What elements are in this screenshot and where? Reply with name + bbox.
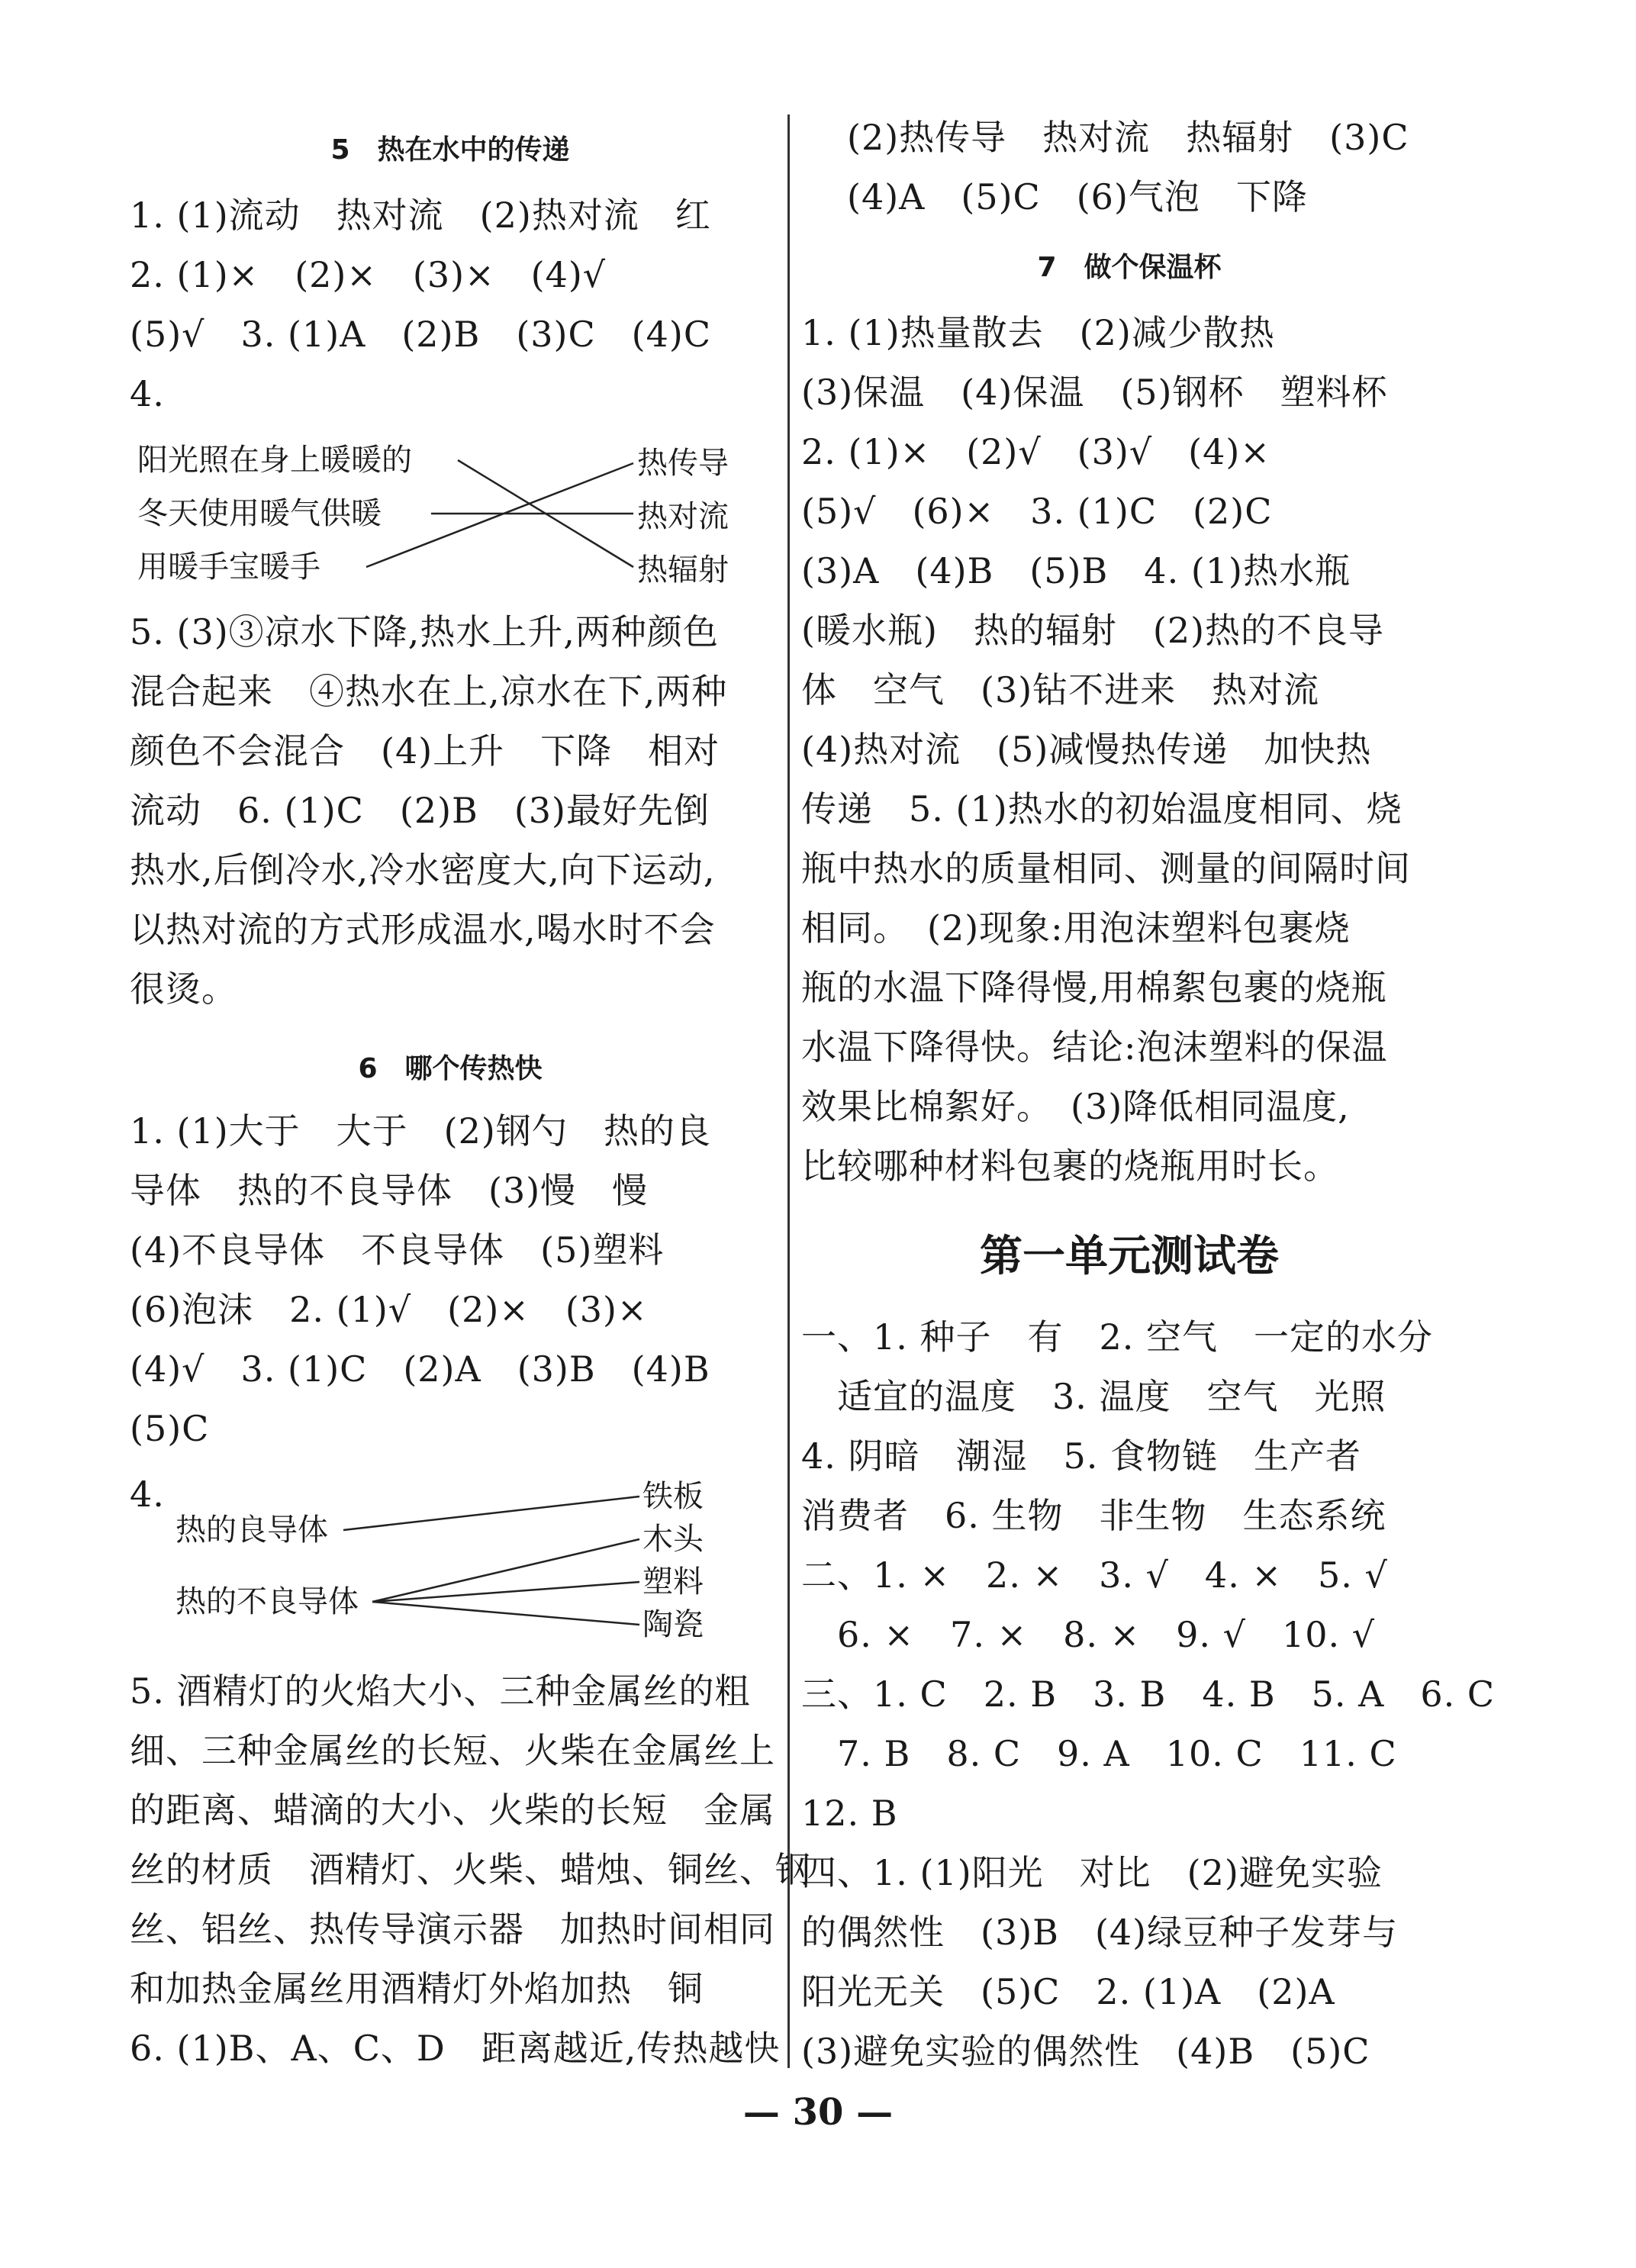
match-line <box>372 1602 639 1625</box>
match-left-item: 用暖手宝暖手 <box>137 549 320 585</box>
match-left-item: 冬天使用暖气供暖 <box>137 496 382 531</box>
answer-line: 1. (1)大于 大于 (2)钢勺 热的良 <box>130 1110 711 1152</box>
answer-line: 导体 热的不良导体 (3)慢 慢 <box>130 1170 649 1211</box>
answer-line: (3)避免实验的偶然性 (4)B (5)C <box>801 2031 1370 2072</box>
answer-line: (4)√ 3. (1)C (2)A (3)B (4)B <box>130 1348 710 1390</box>
answer-line: 很烫。 <box>130 968 237 1010</box>
answer-line: 丝、铝丝、热传导演示器 加热时间相同 <box>130 1909 775 1950</box>
match-right-item: 热传导 <box>637 446 729 481</box>
answer-line: 水温下降得快。结论:泡沫塑料的保温 <box>801 1026 1388 1068</box>
answer-line: 的偶然性 (3)B (4)绿豆种子发芽与 <box>801 1912 1399 1953</box>
answer-line: 比较哪种材料包裹的烧瓶用时长。 <box>801 1145 1339 1187</box>
answer-line: 一、1. 种子 有 2. 空气 一定的水分 <box>801 1316 1434 1358</box>
match-left-item: 阳光照在身上暖暖的 <box>137 443 412 478</box>
match-lines <box>130 0 771 1679</box>
answer-line: 以热对流的方式形成温水,喝水时不会 <box>130 909 716 950</box>
answer-line: 4. <box>130 373 165 414</box>
column-divider <box>787 114 790 2068</box>
answer-line: 细、三种金属丝的长短、火柴在金属丝上 <box>130 1730 775 1771</box>
answer-line: 颜色不会混合 (4)上升 下降 相对 <box>130 730 720 772</box>
answer-line: 相同。 (2)现象:用泡沫塑料包裹烧 <box>801 907 1351 949</box>
answer-line: 三、1. C 2. B 3. B 4. B 5. A 6. C <box>801 1674 1496 1715</box>
answer-line: 混合起来 ④热水在上,凉水在下,两种 <box>130 671 728 712</box>
answer-line: 7. B 8. C 9. A 10. C 11. C <box>801 1733 1397 1774</box>
answer-line: (3)保温 (4)保温 (5)钢杯 塑料杯 <box>801 372 1388 413</box>
match-right-item: 热辐射 <box>637 553 729 588</box>
answer-line: 丝的材质 酒精灯、火柴、蜡烛、铜丝、钢 <box>130 1849 811 1890</box>
answer-line: 4. <box>130 1474 165 1515</box>
answer-line: 四、1. (1)阳光 对比 (2)避免实验 <box>801 1852 1383 1893</box>
match-left-item: 热的良导体 <box>176 1513 328 1548</box>
answer-line: (4)A (5)C (6)气泡 下降 <box>847 176 1308 217</box>
answer-line: 流动 6. (1)C (2)B (3)最好先倒 <box>130 790 710 831</box>
answer-line: 瓶中热水的质量相同、测量的间隔时间 <box>801 848 1411 889</box>
match-right-item: 陶瓷 <box>642 1607 704 1642</box>
answer-line: 6. × 7. × 8. × 9. √ 10. √ <box>801 1614 1376 1655</box>
page-number: — 30 — <box>742 2091 894 2134</box>
answer-line: 二、1. × 2. × 3. √ 4. × 5. √ <box>801 1554 1388 1596</box>
answer-line: (3)A (4)B (5)B 4. (1)热水瓶 <box>801 550 1351 591</box>
answer-line: (4)不良导体 不良导体 (5)塑料 <box>130 1229 665 1271</box>
section-7-heading: 7 做个保温杯 <box>1037 252 1222 283</box>
match-left-item: 热的不良导体 <box>176 1584 359 1619</box>
answer-line: 效果比棉絮好。 (3)降低相同温度, <box>801 1086 1350 1127</box>
answer-line: 阳光无关 (5)C 2. (1)A (2)A <box>801 1971 1335 2012</box>
answer-line: 6. (1)B、A、C、D 距离越近,传热越快 <box>130 2028 781 2069</box>
answer-line: 消费者 6. 生物 非生物 生态系统 <box>801 1495 1386 1536</box>
answer-line: 1. (1)热量散去 (2)减少散热 <box>801 312 1275 353</box>
section-6-heading: 6 哪个传热快 <box>358 1053 543 1084</box>
answer-line: 2. (1)× (2)√ (3)√ (4)× <box>801 431 1270 472</box>
answer-line: (4)热对流 (5)减慢热传递 加快热 <box>801 729 1372 770</box>
answer-line: 12. B <box>801 1793 898 1834</box>
match-right-item: 热对流 <box>637 499 729 534</box>
answer-line: 和加热金属丝用酒精灯外焰加热 铜 <box>130 1968 704 2009</box>
match-line <box>343 1496 639 1530</box>
answer-line: 1. (1)流动 热对流 (2)热对流 红 <box>130 195 711 236</box>
answer-line: 5. 酒精灯的火焰大小、三种金属丝的粗 <box>130 1670 751 1712</box>
section-5-heading: 5 热在水中的传递 <box>330 134 570 166</box>
answer-line: (5)C <box>130 1408 210 1449</box>
answer-line: 体 空气 (3)钻不进来 热对流 <box>801 669 1320 710</box>
match-right-item: 塑料 <box>642 1564 704 1600</box>
answer-line: 热水,后倒冷水,冷水密度大,向下运动, <box>130 849 716 891</box>
answer-line: 4. 阴暗 潮湿 5. 食物链 生产者 <box>801 1435 1362 1477</box>
answer-line: (暖水瓶) 热的辐射 (2)热的不良导 <box>801 610 1385 651</box>
match-right-item: 铁板 <box>642 1479 704 1514</box>
answer-line: 瓶的水温下降得慢,用棉絮包裹的烧瓶 <box>801 967 1387 1008</box>
answer-line: 2. (1)× (2)× (3)× (4)√ <box>130 254 607 295</box>
match-right-item: 木头 <box>642 1522 704 1557</box>
answer-line: 5. (3)③凉水下降,热水上升,两种颜色 <box>130 611 719 652</box>
answer-line: 的距离、蜡滴的大小、火柴的长短 金属 <box>130 1790 775 1831</box>
answer-line: 适宜的温度 3. 温度 空气 光照 <box>801 1376 1386 1417</box>
unit-test-title: 第一单元测试卷 <box>980 1232 1279 1281</box>
answer-line: (5)√ (6)× 3. (1)C (2)C <box>801 491 1273 532</box>
answer-line: 传递 5. (1)热水的初始温度相同、烧 <box>801 788 1403 830</box>
answer-line: (2)热传导 热对流 热辐射 (3)C <box>847 117 1409 158</box>
answer-line: (5)√ 3. (1)A (2)B (3)C (4)C <box>130 314 712 355</box>
answer-line: (6)泡沫 2. (1)√ (2)× (3)× <box>130 1289 648 1330</box>
